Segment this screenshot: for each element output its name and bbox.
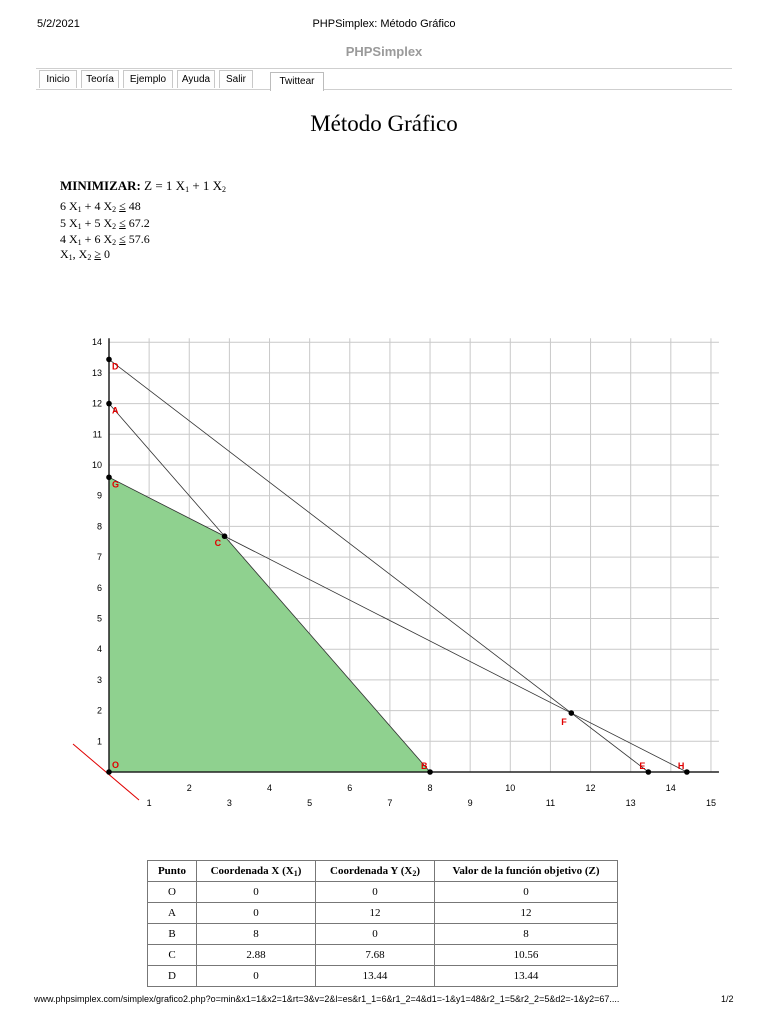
x-tick-label: 7 (387, 798, 393, 808)
page-title: Método Gráfico (310, 111, 458, 136)
x-tick-label: 5 (307, 798, 313, 808)
point-label-d: D (112, 361, 119, 372)
point-a (106, 401, 112, 407)
y-tick-label: 6 (96, 582, 102, 593)
point-label-a: A (112, 405, 119, 416)
nonnegativity-constraint: $X_1$, $X_2 \ge 0$ (60, 247, 110, 262)
points-table (147, 860, 618, 987)
y-tick-label: 9 (96, 490, 102, 501)
points-table-header (148, 861, 618, 882)
point-d (106, 357, 112, 363)
point-label-c: C (214, 538, 222, 549)
print-page-title: PHPSimplex: Método Gráfico (312, 18, 456, 30)
x-tick-label: 4 (267, 783, 273, 793)
col-z: Valor de la función objetivo (Z) (435, 861, 618, 882)
point-label-o: O (112, 760, 120, 770)
twitter-button[interactable]: Twittear (270, 72, 324, 91)
cell-x: 0 (197, 882, 316, 903)
x-tick-label: 3 (226, 798, 232, 808)
y-tick-label: 11 (92, 429, 102, 440)
point-f (568, 710, 574, 716)
x-tick-label: 6 (347, 783, 353, 793)
footer-url[interactable]: www.phpsimplex.com/simplex/grafico2.php?o=min&x1=1&x2=1&rt=3&v=2&l=es&r1_1=6&r1_2=4&d1=-1&y1=48&r2_1=5&r2_2=5&d2=-1&y2=67.... (34, 994, 620, 1004)
y-tick-label: 12 (91, 398, 102, 409)
tab-inicio[interactable]: Inicio (39, 70, 77, 88)
point-o (106, 769, 112, 775)
x-tick-label: 11 (545, 798, 556, 808)
y-tick-label: 8 (96, 521, 102, 532)
point-h (684, 769, 690, 775)
cell-punto: C (148, 945, 197, 966)
x-tick-label: 15 (705, 798, 716, 808)
col-punto: Punto (148, 861, 197, 882)
cell-y: 0 (316, 924, 435, 945)
x-tick-label: 9 (467, 798, 473, 808)
cell-z: 12 (435, 903, 618, 924)
table-row (148, 924, 618, 945)
cell-punto: D (148, 966, 197, 987)
cell-y: 0 (316, 882, 435, 903)
x-tick-label: 13 (625, 798, 636, 808)
table-row (148, 882, 618, 903)
x-tick-label: 1 (146, 798, 152, 808)
tab-ayuda[interactable]: Ayuda (177, 70, 215, 88)
y-tick-label: 10 (91, 460, 102, 470)
constraint-2: 5 $X_1 + 5$ $X_2 \le 67.2$ (60, 215, 150, 231)
constraint-1-rhs: 48 (128, 199, 141, 213)
x-tick-label: 2 (186, 783, 192, 793)
cell-x: 0 (197, 966, 316, 987)
constraint-3-rhs: 57.6 (128, 232, 150, 246)
y-tick-label: 7 (96, 552, 102, 563)
x-tick-label: 10 (505, 783, 516, 793)
col-y: Coordenada Y $(X_2)$ (316, 861, 435, 882)
print-date: 5/2/2021 (37, 18, 80, 30)
cell-z: 13.44 (435, 966, 618, 987)
point-label-e: E (639, 761, 646, 771)
cell-z: 10.56 (435, 945, 618, 966)
point-label-f: F (561, 717, 567, 728)
y-tick-label: 13 (91, 367, 102, 378)
cell-y: 7.68 (316, 945, 435, 966)
site-name: PHPSimplex (345, 44, 423, 59)
tab-ejemplo[interactable]: Ejemplo (123, 70, 173, 88)
point-label-h: H (677, 761, 685, 771)
cell-x: 2.88 (197, 945, 316, 966)
x-tick-label: 8 (427, 783, 433, 793)
x-tick-label: 14 (665, 783, 676, 793)
table-row (148, 903, 618, 924)
cell-x: 0 (197, 903, 316, 924)
y-tick-label: 3 (96, 674, 102, 685)
y-tick-label: 2 (96, 705, 102, 716)
footer-page-number: 1/2 (721, 994, 734, 1004)
objective-label: MINIMIZAR: (60, 178, 141, 193)
point-g (106, 474, 112, 480)
tab-salir[interactable]: Salir (219, 70, 253, 88)
objective-expression: Z = 1 $X_1 + 1$ $X_2$ (144, 178, 227, 194)
cell-y: 13.44 (316, 966, 435, 987)
cell-z: 0 (435, 882, 618, 903)
cell-punto: O (148, 882, 197, 903)
y-tick-label: 4 (96, 644, 102, 655)
tab-teoria[interactable]: Teoría (81, 70, 119, 88)
table-row (148, 945, 618, 966)
constraint-2-rhs: 67.2 (128, 215, 150, 230)
table-row (148, 966, 618, 987)
col-x: Coordenada X $(X_1)$ (197, 861, 316, 882)
x-tick-label: 12 (585, 783, 596, 793)
point-label-g: G (112, 479, 120, 490)
point-c (222, 533, 228, 539)
point-label-b: B (421, 761, 428, 771)
cell-x: 8 (197, 924, 316, 945)
cell-punto: A (148, 903, 197, 924)
point-e (646, 769, 652, 775)
cell-y: 12 (316, 903, 435, 924)
constraint-1: 6 $X_1 + 4$ $X_2 \le 48$ (60, 199, 141, 214)
y-tick-label: 5 (96, 613, 102, 624)
y-tick-label: 1 (96, 736, 102, 747)
constraint-3: 4 $X_1 + 6$ $X_2 \le 57.6$ (60, 232, 150, 247)
y-tick-label: 14 (91, 337, 102, 348)
cell-punto: B (148, 924, 197, 945)
cell-z: 8 (435, 924, 618, 945)
point-b (427, 769, 433, 775)
